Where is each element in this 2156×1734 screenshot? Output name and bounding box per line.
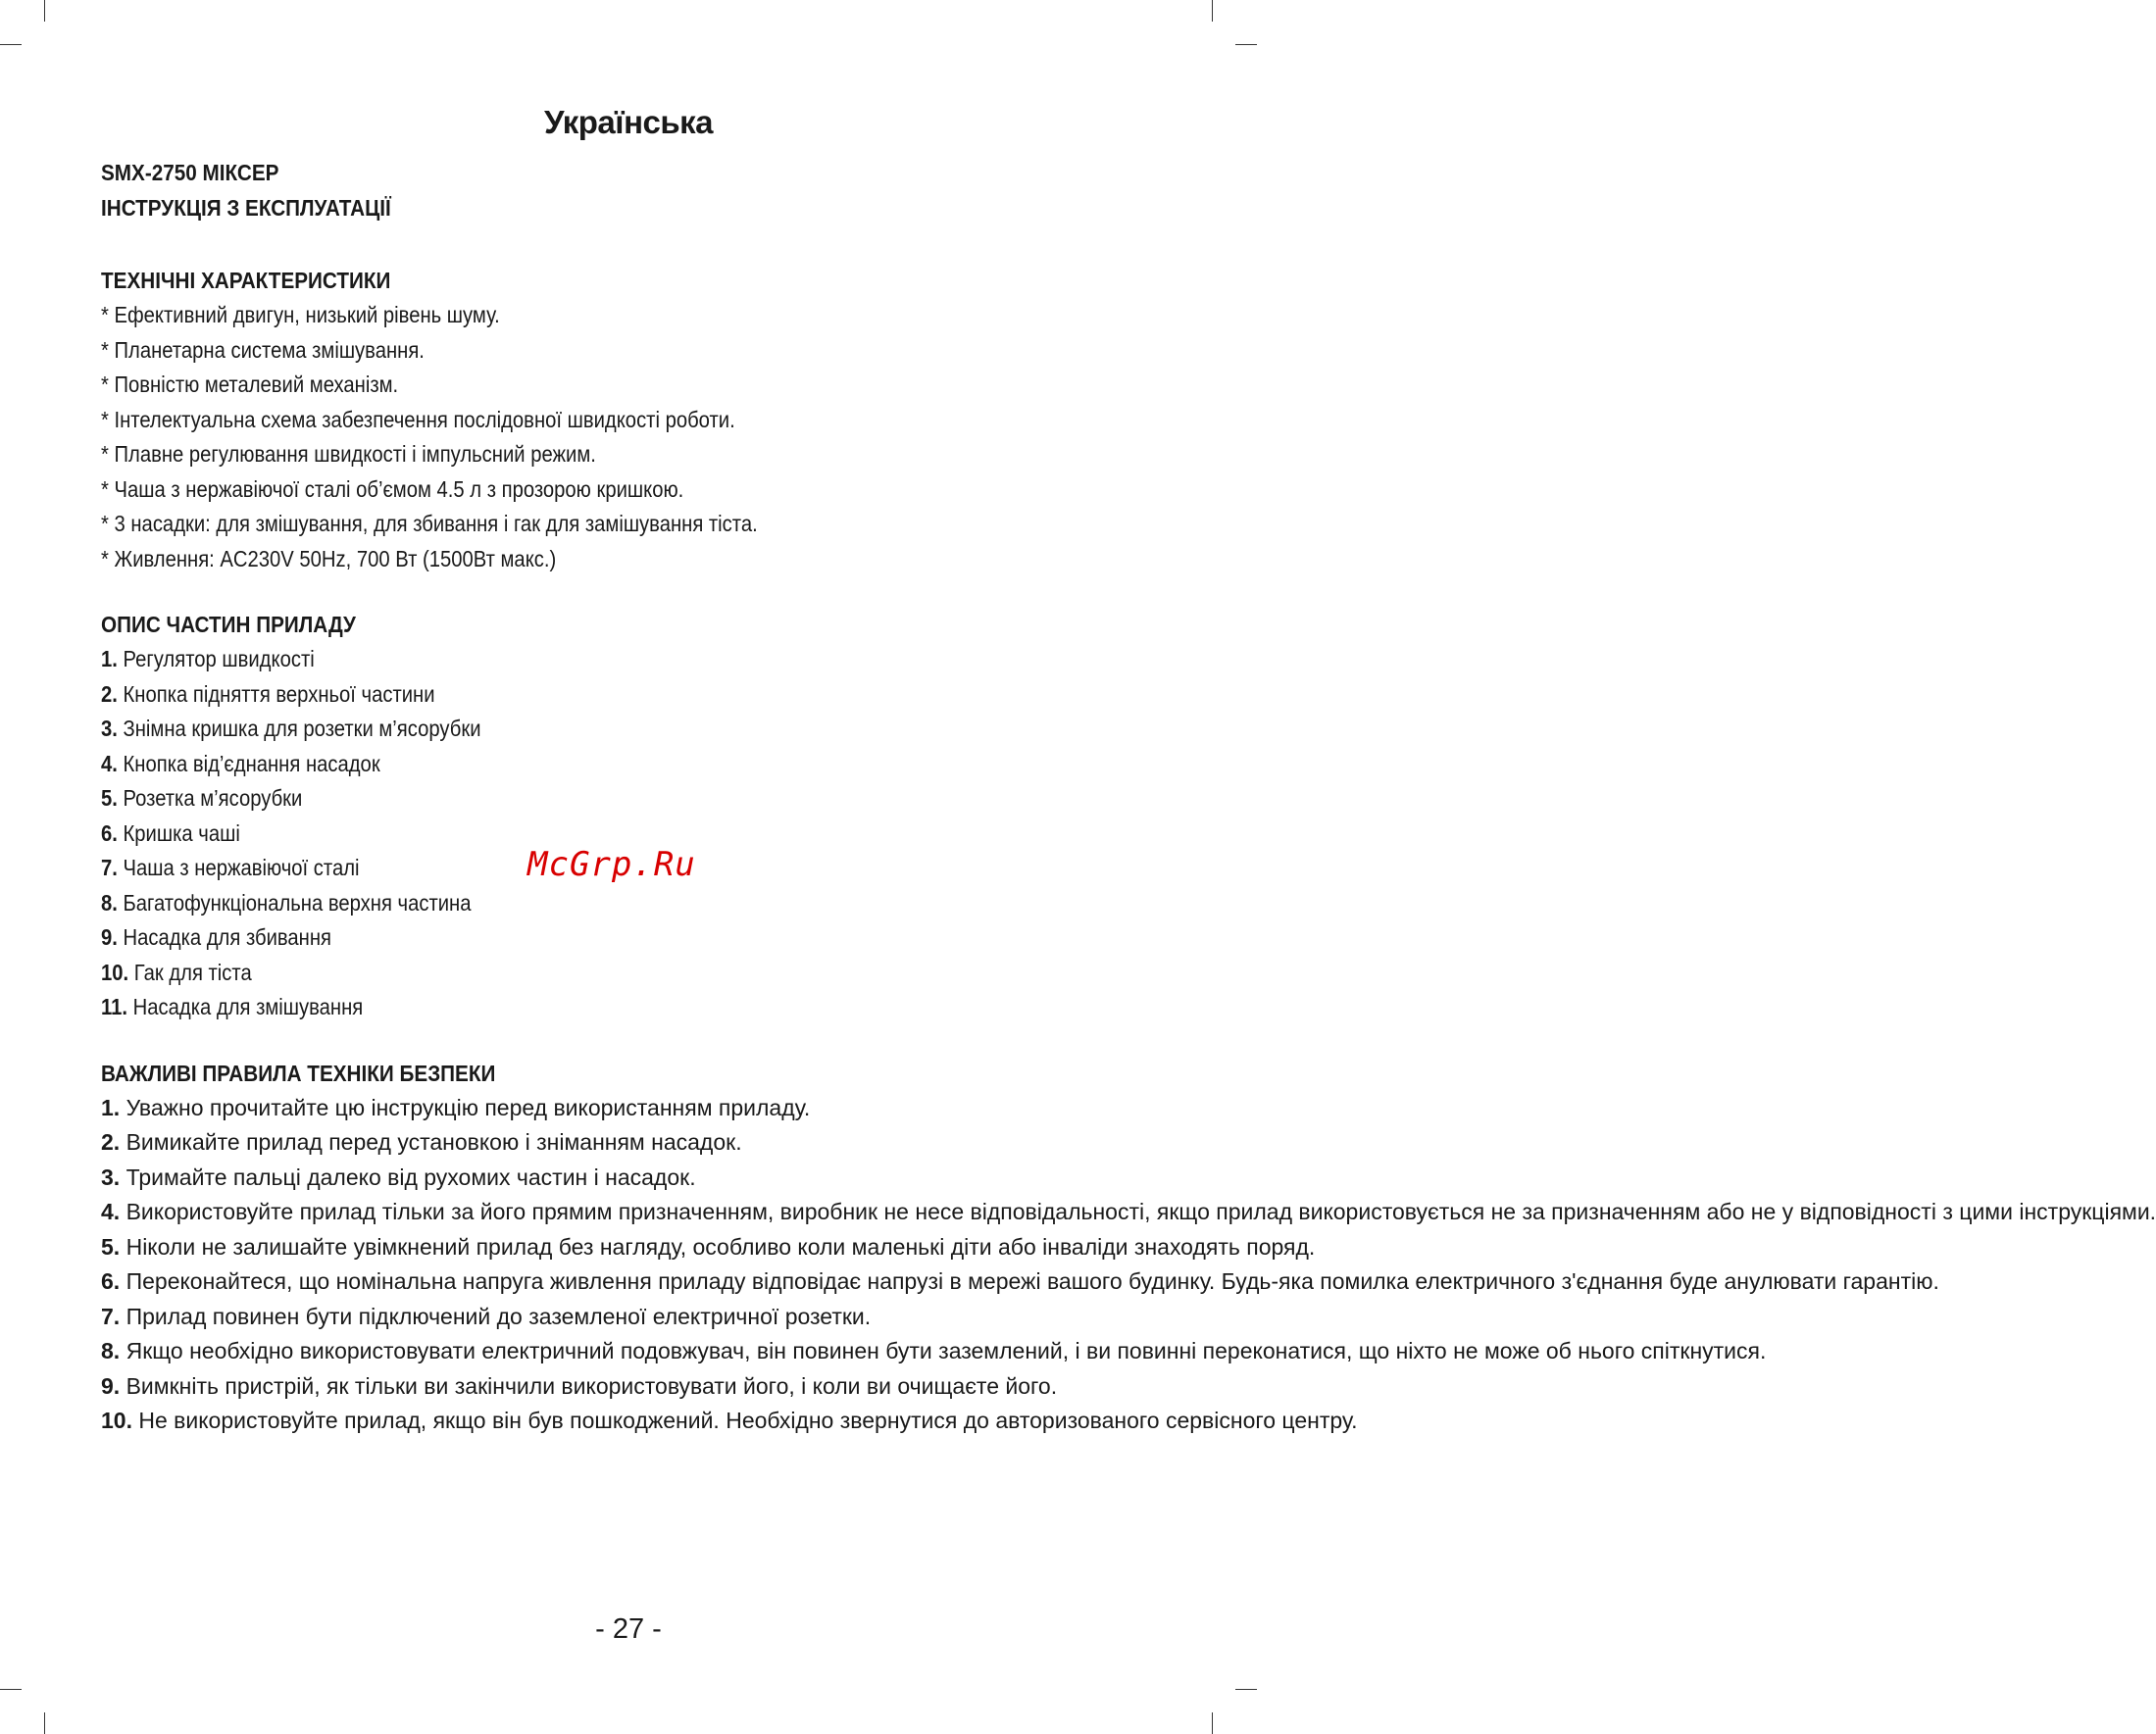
safety-rule bbox=[101, 1195, 2156, 1230]
safety-rule bbox=[101, 1300, 1158, 1335]
part-label: Кнопка від’єднання насадок bbox=[117, 750, 380, 776]
part-number: 4. bbox=[101, 750, 118, 776]
rule-number: 10. bbox=[101, 1408, 132, 1433]
rule-text: Не використовуйте прилад, якщо він був пошкоджений. Необхідно звернутися до авторизованого сервісного центру. bbox=[131, 1408, 1358, 1433]
part-number: 1. bbox=[101, 646, 118, 671]
part-number: 7. bbox=[101, 855, 118, 880]
crop-mark bbox=[44, 0, 45, 22]
spec-item: * Повністю металевий механізм. bbox=[101, 372, 399, 397]
specs-heading: ТЕХНІЧНІ ХАРАКТЕРИСТИКИ bbox=[101, 268, 391, 293]
part-label: Насадка для збивання bbox=[117, 924, 332, 950]
spec-item: * Чаша з нержавіючої сталі об’ємом 4.5 л з прозорою кришкою. bbox=[101, 475, 684, 502]
part-label: Кнопка підняття верхньої частини bbox=[117, 680, 435, 707]
safety-rule bbox=[101, 1404, 1358, 1439]
rule-text: Вимикайте прилад перед установкою і зніманням насадок. bbox=[120, 1129, 742, 1155]
rule-text: Вимкніть пристрій, як тільки ви закінчили використовувати його, і коли ви очищаєте його. bbox=[120, 1372, 1058, 1399]
rule-number: 5. bbox=[101, 1233, 121, 1260]
part-number: 2. bbox=[101, 680, 118, 707]
safety-rule bbox=[101, 1230, 1316, 1265]
part-item bbox=[101, 886, 1032, 921]
rule-number: 1. bbox=[101, 1094, 121, 1120]
part-label: Чаша з нержавіючої сталі bbox=[117, 855, 360, 880]
part-number: 8. bbox=[101, 889, 118, 916]
part-number: 9. bbox=[101, 924, 118, 950]
spec-item: * Планетарна система змішування. bbox=[101, 336, 425, 363]
part-label: Розетка м’ясорубки bbox=[117, 785, 303, 811]
part-label: Знімна кришка для розетки м’ясорубки bbox=[117, 716, 481, 741]
rule-number: 7. bbox=[101, 1303, 121, 1329]
part-item bbox=[101, 642, 1032, 677]
part-item bbox=[101, 712, 1032, 747]
part-number: 11. bbox=[101, 994, 128, 1019]
spec-item: * Живлення: AC230V 50Hz, 700 Вт (1500Вт макс.) bbox=[101, 545, 557, 571]
rule-text: Переконайтеся, що номінальна напруга живлення приладу відповідає напрузі в мережі вашого будинку. Будь-яка помилка електричного з'єднання буде анулювати гарантію. bbox=[120, 1268, 1939, 1294]
part-item bbox=[101, 747, 1032, 782]
part-item bbox=[101, 990, 1032, 1025]
rule-text: Прилад повинен бути підключений до заземленої електричної розетки. bbox=[120, 1303, 872, 1329]
safety-rule bbox=[101, 1369, 1158, 1405]
rule-number: 6. bbox=[101, 1268, 121, 1294]
rule-number: 8. bbox=[101, 1338, 121, 1363]
crop-mark bbox=[0, 44, 22, 45]
crop-mark bbox=[1235, 44, 1257, 45]
spec-item: * Плавне регулювання швидкості і імпульсний режим. bbox=[101, 441, 596, 467]
part-item bbox=[101, 781, 1032, 817]
manual-title: ІНСТРУКЦІЯ З ЕКСПЛУАТАЦІЇ bbox=[101, 195, 391, 221]
spec-item: * Інтелектуальна схема забезпечення послідовної швидкості роботи. bbox=[101, 406, 735, 432]
rule-text: Якщо необхідно використовувати електричний подовжувач, він повинен бути заземлений, і ви повинні переконатися, що ніхто не може об нього спіткнутися. bbox=[120, 1338, 1767, 1363]
part-label: Регулятор швидкості bbox=[117, 646, 315, 671]
safety-rule bbox=[101, 1334, 1767, 1369]
part-label: Кришка чаші bbox=[117, 819, 240, 846]
part-number: 6. bbox=[101, 819, 118, 846]
part-item bbox=[101, 956, 1032, 991]
crop-mark bbox=[1212, 0, 1213, 22]
rule-text: Використовуйте прилад тільки за його прямим призначенням, виробник не несе відповідальності, якщо прилад використовується не за призначенням або не у відповідності з цими інструкціями. bbox=[120, 1199, 2156, 1224]
crop-mark bbox=[44, 1712, 45, 1734]
crop-mark bbox=[1212, 1712, 1213, 1734]
spec-item: * Ефективний двигун, низький рівень шуму. bbox=[101, 302, 500, 327]
rule-number: 4. bbox=[101, 1199, 121, 1224]
safety-rule bbox=[101, 1125, 1158, 1161]
safety-rule bbox=[101, 1161, 1158, 1196]
part-number: 10. bbox=[101, 959, 129, 985]
part-label: Насадка для змішування bbox=[127, 994, 364, 1019]
spec-item: * 3 насадки: для змішування, для збивання і гак для замішування тіста. bbox=[101, 511, 758, 536]
page-number: - 27 - bbox=[595, 1613, 662, 1645]
part-label: Багатофункціональна верхня частина bbox=[117, 889, 472, 916]
rule-text: Ніколи не залишайте увімкнений прилад без нагляду, особливо коли маленькі діти або інваліди знаходять поряд. bbox=[120, 1233, 1316, 1260]
part-label: Гак для тіста bbox=[128, 959, 252, 985]
rule-number: 2. bbox=[101, 1129, 121, 1155]
model-title: SMX-2750 МІКСЕР bbox=[101, 160, 279, 185]
rule-text: Тримайте пальці далеко від рухомих частин і насадок. bbox=[120, 1164, 696, 1190]
crop-mark bbox=[0, 1689, 22, 1690]
language-title: Українська bbox=[543, 104, 714, 140]
rule-text: Уважно прочитайте цю інструкцію перед використанням приладу. bbox=[120, 1094, 811, 1120]
part-number: 5. bbox=[101, 785, 118, 811]
part-item bbox=[101, 677, 1032, 713]
rule-number: 3. bbox=[101, 1164, 121, 1190]
safety-rule bbox=[101, 1264, 1939, 1300]
crop-mark bbox=[1235, 1689, 1257, 1690]
watermark: McGrp.Ru bbox=[527, 845, 696, 884]
part-number: 3. bbox=[101, 716, 118, 741]
document-body bbox=[101, 155, 2156, 1439]
safety-heading: ВАЖЛИВІ ПРАВИЛА ТЕХНІКИ БЕЗПЕКИ bbox=[101, 1060, 496, 1086]
rule-number: 9. bbox=[101, 1372, 121, 1399]
safety-rule bbox=[101, 1091, 1158, 1126]
part-item bbox=[101, 920, 1032, 956]
parts-heading: ОПИС ЧАСТИН ПРИЛАДУ bbox=[101, 612, 356, 637]
